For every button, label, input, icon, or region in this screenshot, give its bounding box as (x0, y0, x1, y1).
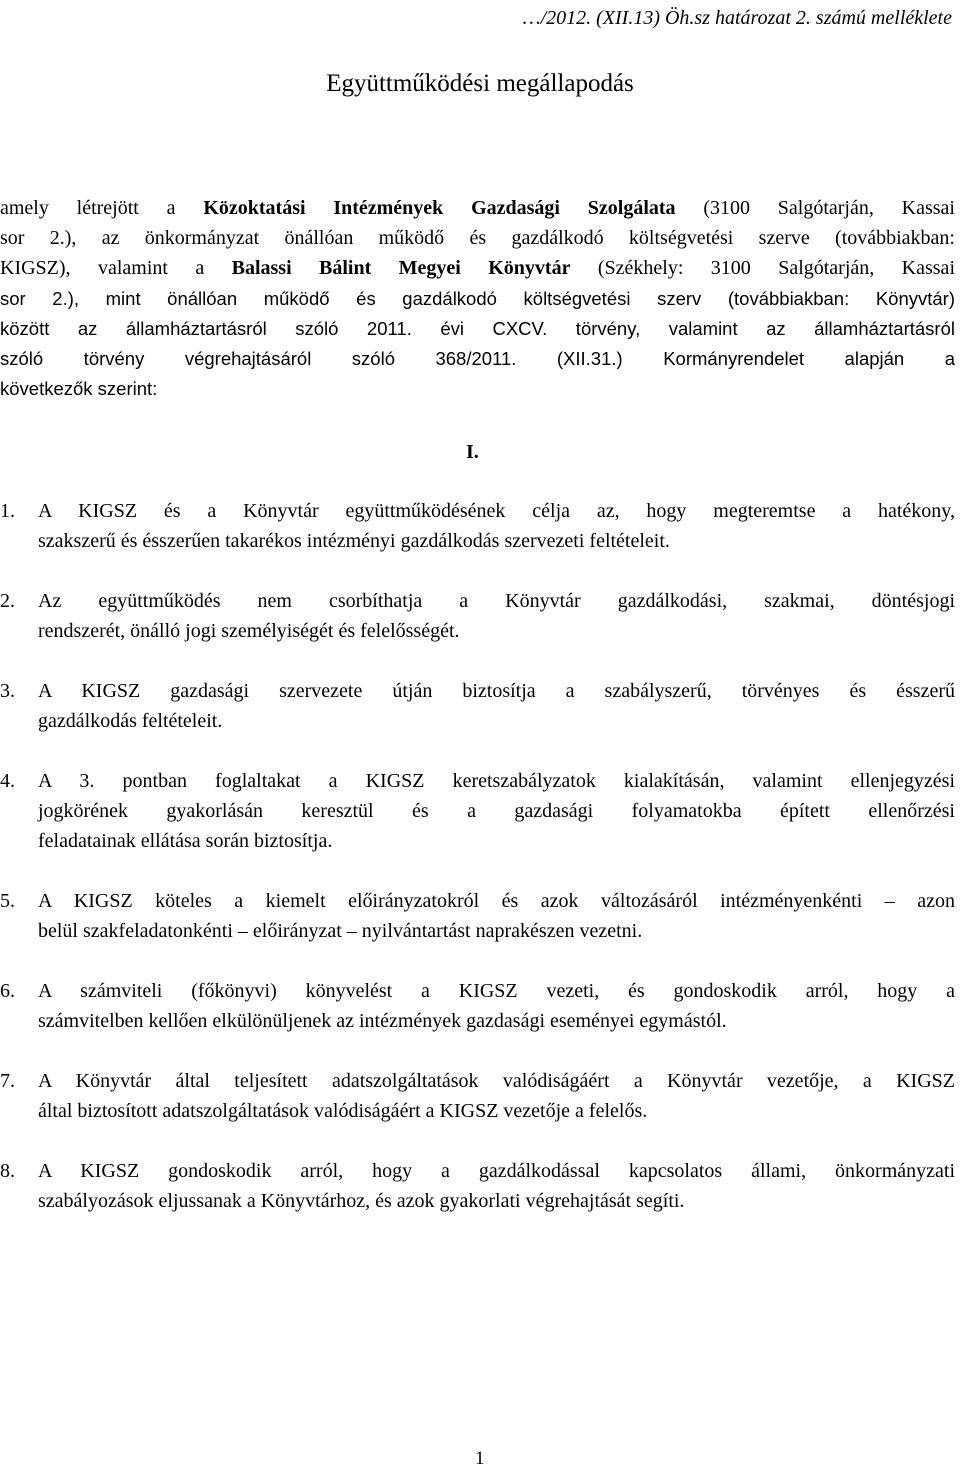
list-item-number: 6. (0, 980, 15, 1002)
document-title: Együttműködési megállapodás (326, 70, 634, 97)
list-item-number: 4. (0, 770, 15, 792)
list-item-line: A KIGSZ gondoskodik arról, hogy a gazdálkodással kapcsolatos állami, önkormányzati (38, 1160, 955, 1182)
list-item-line: A KIGSZ gazdasági szervezete útján biztosítja a szabályszerű, törvényes és ésszerű (38, 680, 955, 702)
intro-line-4: sor 2.), mint önállóan működő és gazdálkodó költségvetési szerv (továbbiakban: Könyvtár) (0, 288, 955, 309)
intro-text: (3100 Salgótarján, Kassai (675, 197, 955, 219)
intro-text: KIGSZ), valamint a (0, 257, 232, 279)
intro-text: (Székhely: 3100 Salgótarján, Kassai (570, 257, 955, 279)
intro-text: amely létrejött a (0, 197, 204, 219)
list-item-line: rendszerét, önálló jogi személyiségét és felelősségét. (38, 620, 460, 642)
list-item-line: A KIGSZ köteles a kiemelt előirányzatokról és azok változásáról intézményenkénti – azon (38, 890, 955, 912)
list-item-line: Az együttműködés nem csorbíthatja a Könyvtár gazdálkodási, szakmai, döntésjogi (38, 590, 955, 612)
intro-text: törvény, valamint az államháztartásról (547, 318, 955, 339)
intro-line-3 (0, 257, 955, 287)
list-item-number: 8. (0, 1160, 15, 1182)
list-item-line: A Könyvtár által teljesített adatszolgáltatások valódiságáért a Könyvtár vezetője, a KIGSZ (38, 1070, 955, 1092)
list-item-line: gazdálkodás feltételeit. (38, 710, 223, 732)
list-item-line: számvitelben kellően elkülönüljenek az intézmények gazdasági eseményei egymástól. (38, 1010, 727, 1032)
kigsz-name: Közoktatási Intézmények Gazdasági Szolgálata (203, 197, 676, 219)
list-item-line: A számviteli (főkönyvi) könyvelést a KIGSZ vezeti, és gondoskodik arról, hogy a (38, 980, 955, 1002)
list-item-line: A KIGSZ és a Könyvtár együttműködésének célja az, hogy megteremtse a hatékony, (38, 500, 955, 522)
intro-line-6 (0, 348, 955, 378)
intro-text: szóló törvény végrehajtásáról szóló 368/2011. (XII.31.) (0, 348, 623, 369)
document-reference-header: …/2012. (XII.13) Öh.sz határozat 2. számú melléklete (522, 7, 952, 29)
library-name: Balassi Bálint Megyei Könyvtár (231, 257, 571, 279)
list-item-line: jogkörének gyakorlásán keresztül és a gazdasági folyamatokba épített ellenőrzési (38, 800, 955, 822)
intro-line-2: sor 2.), az önkormányzat önállóan működő és gazdálkodó költségvetési szerve (továbbiakban: (0, 227, 955, 249)
intro-line-1 (0, 197, 955, 227)
list-item-line: A 3. pontban foglaltakat a KIGSZ keretszabályzatok kialakításán, valamint ellenjegyzési (38, 770, 955, 792)
intro-line-7: következők szerint: (0, 378, 158, 399)
list-item-line: által biztosított adatszolgáltatások valódiságáért a KIGSZ vezetője a felelős. (38, 1100, 648, 1122)
intro-line-5 (0, 318, 955, 348)
intro-text: között az államháztartásról szóló 2011. évi CXCV. (0, 318, 548, 339)
list-item-number: 5. (0, 890, 15, 912)
list-item-number: 2. (0, 590, 15, 612)
list-item-line: belül szakfeladatonkénti – előirányzat – nyilvántartást naprakészen vezetni. (38, 920, 643, 942)
list-item-number: 7. (0, 1070, 15, 1092)
list-item-line: szabályozások eljussanak a Könyvtárhoz, és azok gyakorlati végrehajtását segíti. (38, 1190, 685, 1212)
page-number: 1 (475, 1448, 485, 1469)
intro-text: Kormányrendelet alapján a (622, 348, 955, 369)
list-item-line: feladatainak ellátása során biztosítja. (38, 830, 333, 852)
list-item-number: 3. (0, 680, 15, 702)
section-heading-roman: I. (466, 441, 479, 463)
list-item-line: szakszerű és ésszerűen takarékos intézményi gazdálkodás szervezeti feltételeit. (38, 530, 670, 552)
list-item-number: 1. (0, 500, 15, 522)
